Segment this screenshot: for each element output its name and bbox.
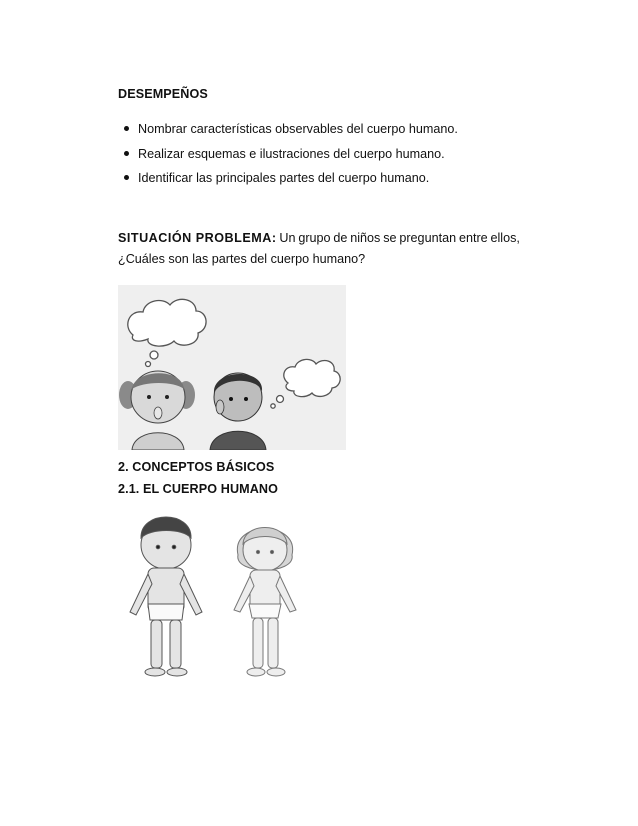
section-title-desempenos: DESEMPEÑOS <box>118 87 208 101</box>
bullet-icon <box>124 126 129 131</box>
section-heading-conceptos: 2. CONCEPTOS BÁSICOS <box>118 460 275 474</box>
situacion-line-2: ¿Cuáles son las partes del cuerpo humano? <box>118 252 366 266</box>
human-body-illustration <box>118 500 328 695</box>
situacion-problema-paragraph <box>118 228 520 270</box>
section-heading-cuerpo-humano: 2.1. EL CUERPO HUMANO <box>118 482 279 496</box>
children-thinking-illustration <box>118 285 346 450</box>
bullet-icon <box>124 151 129 156</box>
list-item: Nombrar características observables del cuerpo humano. <box>118 121 458 146</box>
situacion-label: SITUACIÓN PROBLEMA: <box>118 231 277 245</box>
bullet-icon <box>124 175 129 180</box>
list-item: Identificar las principales partes del cuerpo humano. <box>118 170 458 195</box>
situacion-line-1: SITUACIÓN PROBLEMA: Un grupo de niños se preguntan entre ellos, <box>118 228 520 249</box>
desempenos-list <box>118 121 458 195</box>
list-item: Realizar esquemas e ilustraciones del cuerpo humano. <box>118 146 458 171</box>
boy-figure <box>210 373 266 450</box>
